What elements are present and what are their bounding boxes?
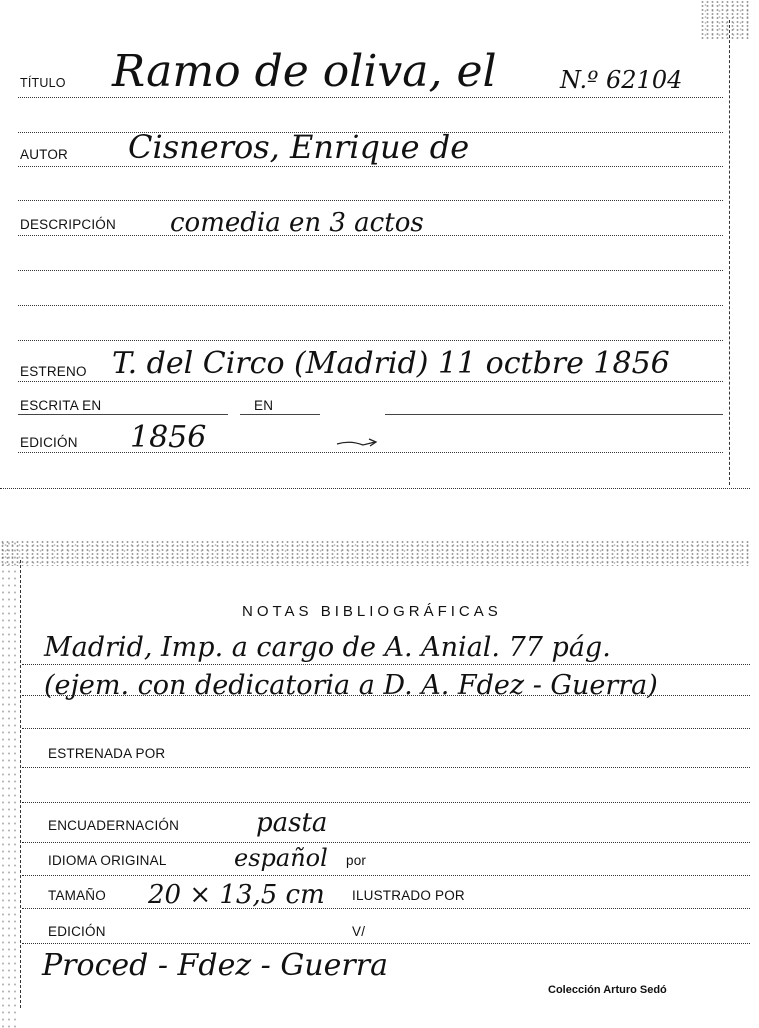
rule: [22, 728, 750, 729]
rule: [385, 414, 723, 415]
rule-encuadernacion: [22, 842, 750, 843]
rule-estreno: [18, 381, 723, 382]
notas-line1: Madrid, Imp. a cargo de A. Anial. 77 pág.: [44, 632, 611, 663]
rule-estrenada: [22, 767, 750, 768]
rule: [18, 305, 723, 306]
rule: [22, 802, 750, 803]
card-edge-left: [20, 560, 21, 1008]
descripcion-label: DESCRIPCIÓN: [20, 217, 116, 232]
ilustrado-por-label: ILUSTRADO POR: [352, 888, 465, 903]
rule: [18, 200, 723, 201]
v-label: V/: [352, 924, 366, 939]
descripcion-value: comedia en 3 actos: [170, 208, 424, 238]
tamano-label: TAMAÑO: [48, 888, 106, 903]
titulo-value: Ramo de oliva, el: [112, 46, 497, 97]
idioma-label: IDIOMA ORIGINAL: [48, 853, 167, 868]
scan-noise-top: [700, 0, 750, 40]
edicion-label: EDICIÓN: [20, 435, 78, 450]
estrenada-por-label: ESTRENADA POR: [48, 746, 166, 761]
rule-card-bottom: [0, 488, 750, 489]
catalog-card-front: [0, 0, 750, 495]
rule-escrita-en: [18, 414, 228, 415]
procedencia-value: Proced - Fdez - Guerra: [42, 948, 388, 983]
notas-line2: (ejem. con dedicatoria a D. A. Fdez - Guerra): [44, 670, 658, 701]
rule: [18, 270, 723, 271]
titulo-ref: N.º 62104: [560, 66, 683, 94]
rule-idioma: [22, 875, 750, 876]
autor-label: AUTOR: [20, 147, 69, 162]
notas-heading: NOTAS BIBLIOGRÁFICAS: [242, 603, 502, 620]
scan-noise-top: [0, 540, 750, 566]
rule-autor: [18, 166, 723, 167]
en-label: EN: [254, 398, 274, 413]
card-edge-right: [729, 20, 730, 485]
edicion-value: 1856: [130, 420, 207, 455]
escrita-en-label: ESCRITA EN: [20, 398, 102, 413]
estreno-label: ESTRENO: [20, 364, 87, 379]
rule-edicion: [18, 452, 723, 453]
estreno-value: T. del Circo (Madrid) 11 octbre 1856: [112, 346, 670, 381]
autor-value: Cisneros, Enrique de: [128, 128, 470, 166]
por-label: por: [346, 853, 367, 868]
rule-en: [240, 414, 320, 415]
tamano-value: 20 × 13,5 cm: [148, 880, 325, 910]
edicion-label: EDICIÓN: [48, 924, 106, 939]
titulo-label: TÍTULO: [20, 76, 66, 90]
encuadernacion-label: ENCUADERNACIÓN: [48, 818, 180, 833]
idioma-value: español: [234, 844, 328, 872]
pen-arrow-mark: [335, 436, 380, 450]
rule-tamano: [22, 908, 750, 909]
catalog-card-back: [0, 540, 750, 1028]
rule: [18, 340, 723, 341]
rule-titulo: [18, 97, 723, 98]
encuadernacion-value: pasta: [256, 808, 328, 838]
collection-imprint: Colección Arturo Sedó: [548, 984, 667, 996]
rule-edicion: [22, 943, 750, 944]
rule: [22, 664, 750, 665]
scan-noise-left: [0, 540, 20, 1028]
